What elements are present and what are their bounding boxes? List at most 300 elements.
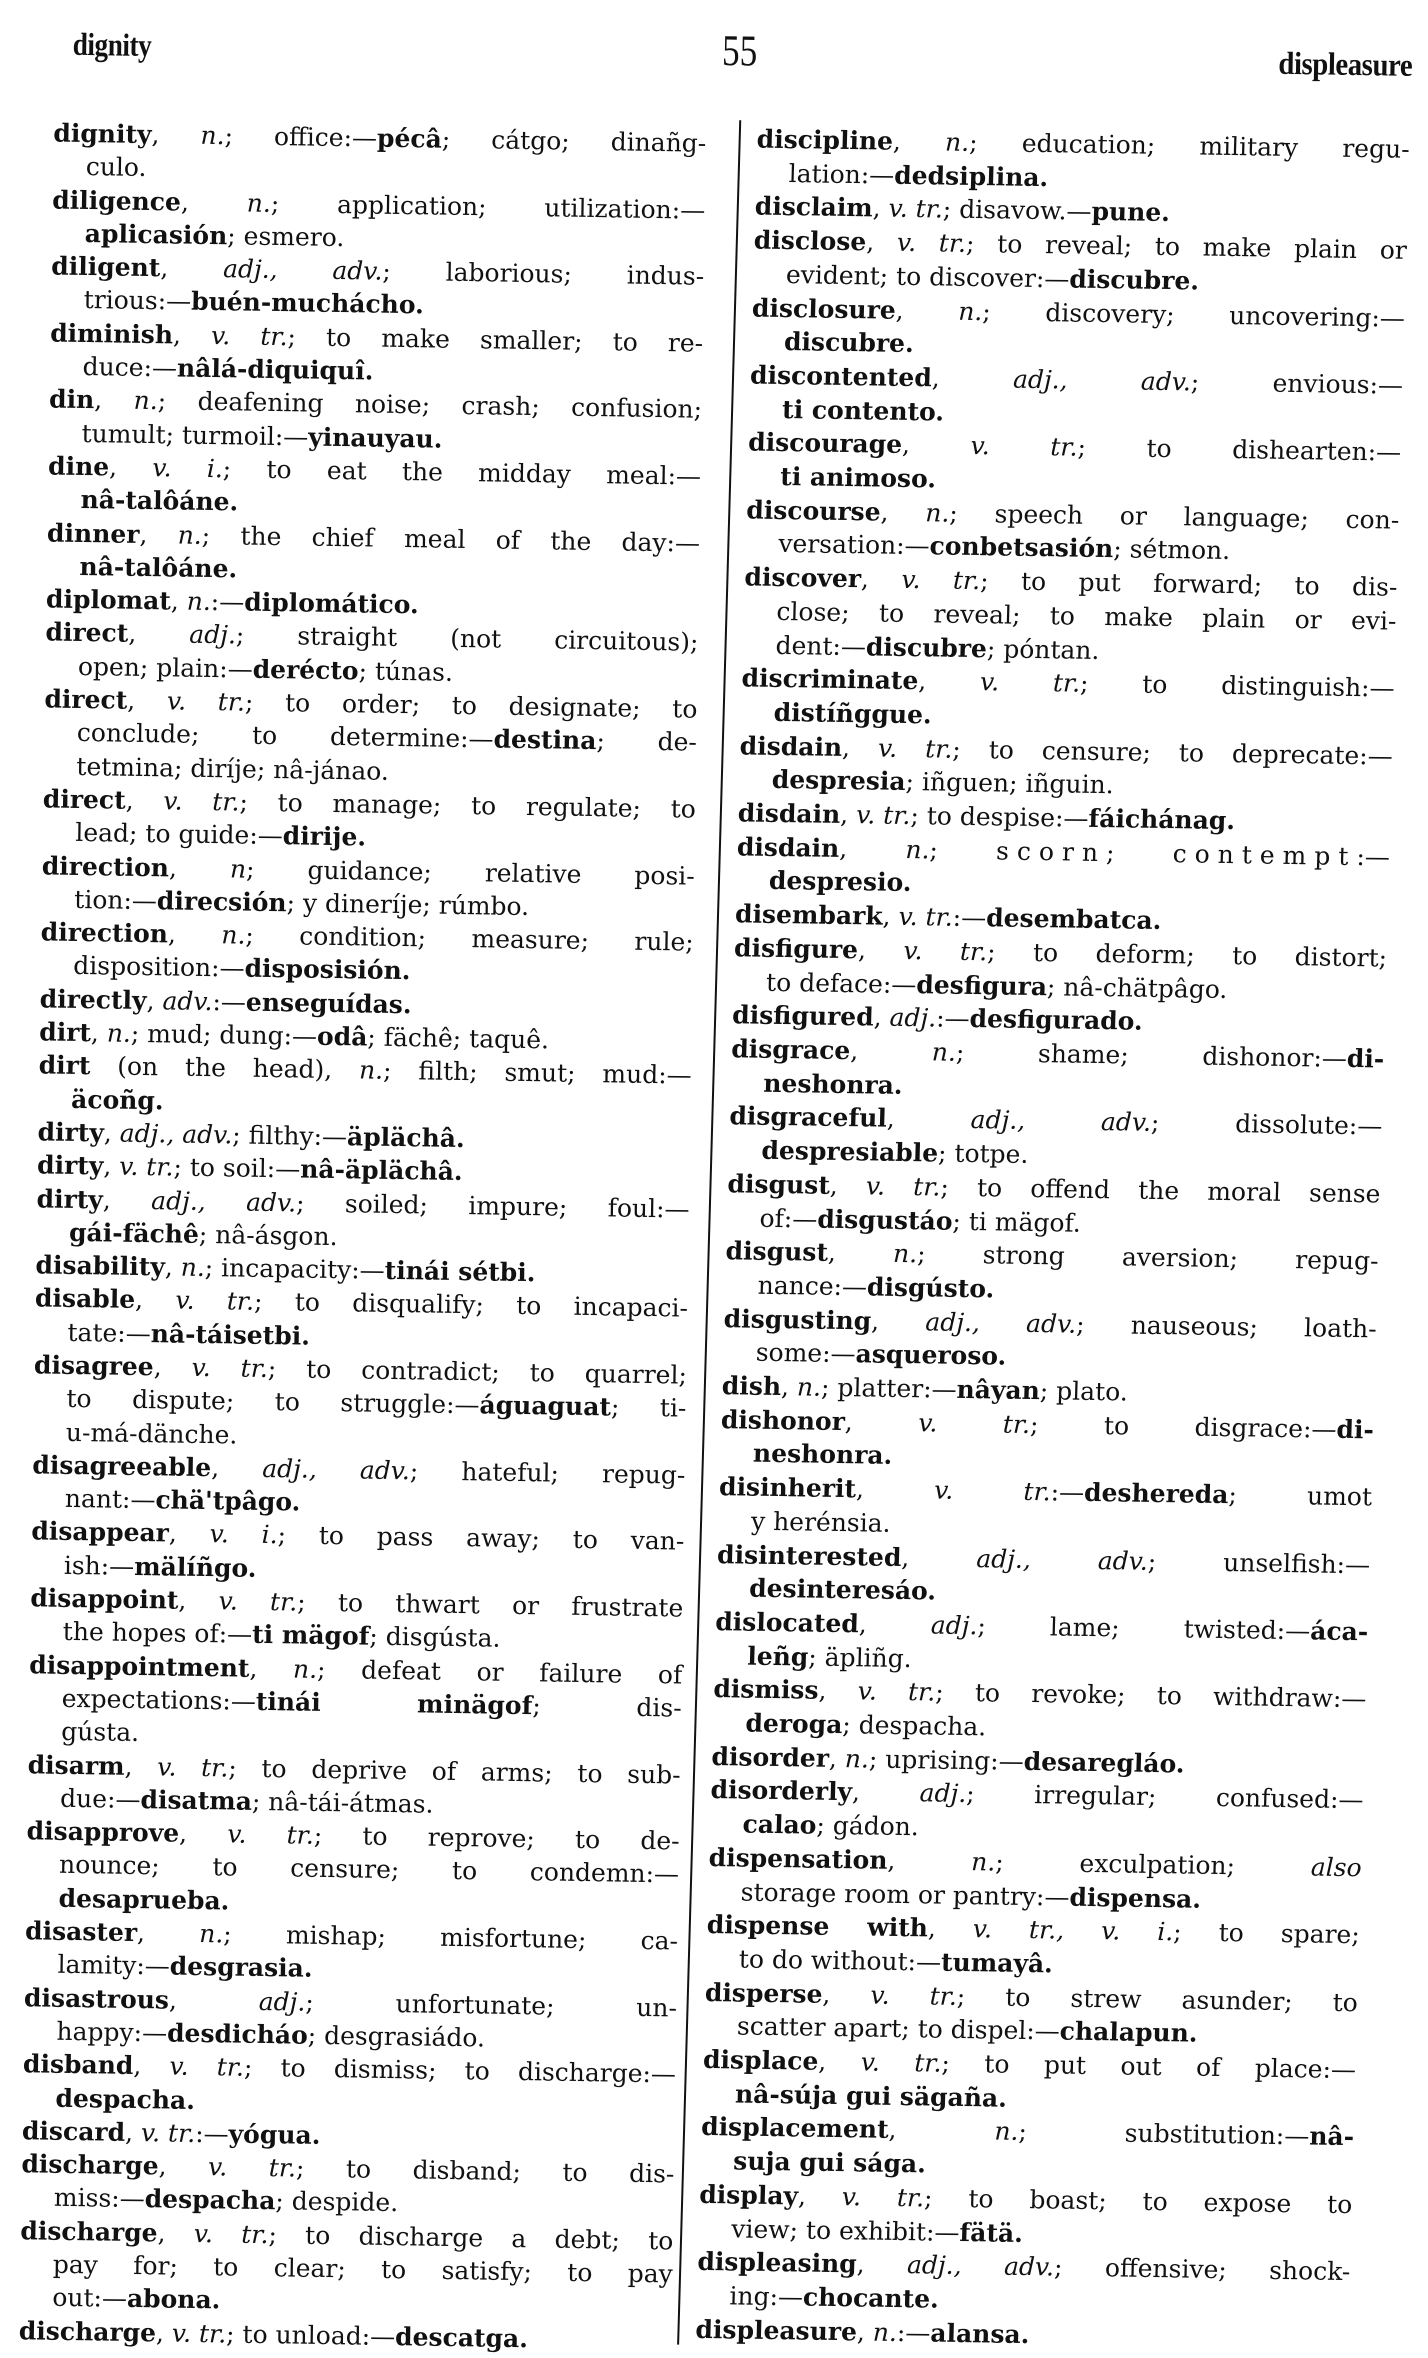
dictionary-entry: [716, 1538, 1371, 1616]
definition-text: ; to disgrace:—: [1029, 1409, 1337, 1444]
definition-text: ; filthy:—: [232, 1120, 348, 1152]
definition-text: ,: [901, 430, 972, 461]
definition-text: ; dis-: [532, 1691, 682, 1723]
part-of-speech: n.: [177, 520, 202, 550]
dictionary-entry: [705, 1908, 1360, 1986]
headword: disability: [35, 1250, 166, 1282]
headword: dine: [47, 451, 110, 482]
part-of-speech: v. tr.: [896, 227, 967, 258]
definition-text: ,: [157, 2218, 195, 2248]
definition-text: ,: [827, 1238, 894, 1269]
definition-text: ; to dismiss; to discharge:—: [243, 2052, 677, 2089]
definition-text: ,: [856, 2249, 908, 2280]
left-column: [19, 116, 707, 2357]
definition-text: ; to soil:—: [173, 1152, 301, 1184]
definition-text: ; despacha.: [841, 1710, 987, 1742]
part-of-speech: n.: [872, 2317, 898, 2347]
dictionary-entry: [22, 2047, 676, 2124]
headword: disdain: [736, 832, 840, 863]
part-of-speech: v. tr.: [979, 667, 1081, 698]
definition-text: ,: [210, 1453, 263, 1483]
part-of-speech: adj., adv.: [906, 2250, 1055, 2282]
page-number: 55: [721, 25, 758, 76]
part-of-speech: v. tr.: [169, 2051, 245, 2082]
part-of-speech: adj., adv.: [119, 1118, 233, 1150]
definition-text: ,: [873, 1002, 890, 1033]
headword: disgrace: [730, 1034, 851, 1066]
part-of-speech: adv.: [162, 986, 213, 1016]
dictionary-entry: [34, 1282, 688, 1359]
part-of-speech: v. tr.: [171, 2318, 227, 2349]
dictionary-entry: [714, 1605, 1369, 1683]
chamorro-translation: deroga: [745, 1708, 843, 1740]
part-of-speech: v. tr., v. i.: [972, 1914, 1174, 1947]
definition-text: out:—: [52, 2283, 128, 2314]
definition-text: ; ti mägof.: [952, 1206, 1082, 1238]
chamorro-translation: nâ-äplächâ.: [299, 1154, 463, 1187]
part-of-speech: n.: [358, 1055, 384, 1086]
headword: disgraceful: [729, 1101, 888, 1134]
headword: disclosure: [751, 293, 897, 325]
definition-text: ,: [780, 1372, 798, 1402]
definition-text: ; cátgo; dinañg-: [441, 124, 707, 158]
definition-text: ,: [158, 2151, 209, 2182]
dictionary-entry: [41, 849, 695, 926]
chamorro-translation: buén-muchácho.: [190, 287, 425, 320]
dictionary-entry: [25, 1814, 679, 1924]
definition-text: ,: [136, 1918, 200, 1949]
chamorro-translation: gái-fächê: [68, 1217, 200, 1249]
headword: disperse: [704, 1977, 823, 2009]
chamorro-translation: desfigura: [915, 969, 1048, 1001]
chamorro-translation: despacha.: [55, 2083, 196, 2115]
definition-text: ; unfortunate; un-: [305, 1987, 678, 2023]
chamorro-translation: yógua.: [228, 2119, 321, 2150]
chamorro-translation: odâ: [316, 1021, 368, 1052]
part-of-speech: v. tr.: [119, 1151, 174, 1182]
definition-text: ; to strew asunder; to: [956, 1981, 1359, 2017]
chamorro-translation: nâ-: [1308, 2121, 1355, 2152]
part-of-speech: adj., adv.: [970, 1105, 1152, 1138]
definition-text: ; hateful; repug-: [409, 1456, 686, 1490]
chamorro-translation: calao: [742, 1809, 817, 1840]
dictionary-entry: [730, 1032, 1385, 1110]
chamorro-translation: deshereda: [1083, 1477, 1229, 1510]
dictionary-entry: [704, 1976, 1359, 2054]
headword: disembark: [734, 899, 884, 931]
definition-text: ,: [856, 2317, 874, 2347]
headword: disfigured: [731, 1000, 875, 1032]
part-of-speech: n.: [994, 2117, 1019, 2147]
part-of-speech: n.: [924, 497, 950, 528]
definition-text: ; irregular; confused:—: [965, 1779, 1364, 1815]
chamorro-translation: ti animoso.: [779, 461, 937, 494]
dictionary-entry: [36, 1182, 690, 1259]
dictionary-entry: [47, 449, 701, 526]
dictionary-entry: [21, 2147, 675, 2224]
definition-text: ,: [180, 187, 248, 218]
definition-text: ; guidance; relative posi-: [245, 854, 695, 891]
definition-text: (on the head),: [90, 1051, 360, 1085]
part-of-speech: adj.: [258, 1986, 306, 2017]
definition-text: ,: [865, 227, 898, 257]
dictionary-entry: [49, 316, 703, 393]
right-column-block: [668, 118, 1428, 2358]
definition-text: ,: [168, 1518, 210, 1549]
headword: disastrous: [23, 1982, 170, 2015]
definition-text: lead; to guide:—: [75, 818, 284, 851]
definition-text: ,: [164, 1252, 181, 1282]
definition-text: tion:—: [74, 884, 158, 916]
definition-text: ; mishap; misfortune; ca-: [223, 1919, 679, 1956]
headword: disgusting: [723, 1303, 872, 1336]
dictionary-entry: [38, 1049, 692, 1126]
right-column: [695, 123, 1410, 2357]
part-of-speech: n.: [221, 920, 246, 950]
headword: diminish: [49, 318, 174, 350]
chamorro-translation: fätä.: [959, 2217, 1024, 2248]
headword: diligence: [52, 185, 182, 217]
definition-text: ; gádon.: [816, 1810, 920, 1842]
definition-text: ,: [882, 901, 899, 932]
chamorro-translation: dispensa.: [1069, 1882, 1202, 1914]
headword: disband: [22, 2049, 134, 2081]
chamorro-translation: áca-: [1309, 1616, 1369, 1647]
definition-text: ; nâ-chätpâgo.: [1046, 971, 1228, 1004]
definition-text: expectations:—: [61, 1683, 257, 1716]
chamorro-translation: pune.: [1091, 197, 1171, 228]
definition-text: due:—: [59, 1783, 141, 1814]
definition-text: ,: [888, 2115, 995, 2147]
headword: dirty: [36, 1150, 104, 1181]
definition-text: ,: [855, 1474, 935, 1505]
definition-text: ; y dineríje; rúmbo.: [286, 888, 530, 921]
headword: direct: [44, 684, 128, 715]
definition-text: storage room or pantry:—: [740, 1877, 1070, 1912]
definition-text: lamity:—: [57, 1950, 170, 1981]
part-of-speech: n.: [180, 1252, 206, 1283]
definition-text: ; filth; smut; mud:—: [382, 1056, 692, 1090]
part-of-speech: v. i.: [209, 1519, 278, 1550]
dictionary-entry: [736, 830, 1391, 908]
dictionary-entry: [751, 291, 1406, 369]
dictionary-entry: [707, 1841, 1362, 1919]
definition-text: ; to contradict; to quarrel;: [267, 1354, 688, 1390]
part-of-speech: n.: [970, 1846, 996, 1877]
part-of-speech: adj., adv.: [150, 1185, 297, 1217]
chamorro-translation: discubre.: [1068, 264, 1200, 296]
definition-text: ; nauseous; loath-: [1075, 1309, 1378, 1344]
part-of-speech: n.: [892, 1239, 918, 1269]
definition-text: ,: [829, 1170, 867, 1201]
definition-text: evident; to discover:—: [785, 259, 1070, 294]
definition-text: ,: [838, 833, 906, 864]
part-of-speech: adj., adv.: [1012, 364, 1192, 397]
headword: disable: [34, 1283, 136, 1315]
chamorro-translation: tinái sétbi.: [384, 1255, 536, 1288]
definition-text: ,: [133, 2051, 170, 2081]
definition-text: ,: [872, 193, 890, 224]
headword: discipline: [756, 124, 894, 156]
part-of-speech: n.: [957, 296, 983, 326]
part-of-speech: v. tr.: [860, 2047, 942, 2078]
headword: discharge: [21, 2149, 159, 2181]
part-of-speech: v. tr.: [855, 800, 911, 831]
definition-text: ; to boast; to expose to: [923, 2183, 1353, 2220]
chamorro-translation: disgustáo: [816, 1204, 953, 1236]
definition-text: ,: [892, 126, 946, 157]
headword: dismiss: [713, 1674, 819, 1706]
headword: disorder: [711, 1741, 830, 1773]
dictionary-entry: [33, 1348, 687, 1458]
definition-text: contempt: [1172, 838, 1357, 871]
part-of-speech: adj., adv.: [222, 254, 383, 286]
definition-text: ; the chief meal of the day:—: [201, 520, 701, 558]
definition-text: ; nâ-ásgon.: [198, 1219, 338, 1251]
dictionary-entry: [728, 1100, 1383, 1178]
headword: direct: [45, 617, 129, 649]
dictionary-entry: [700, 2110, 1355, 2188]
headword: dirty: [37, 1117, 105, 1148]
part-of-speech: n.: [133, 386, 158, 416]
part-of-speech: n.: [200, 120, 225, 151]
definition-text: ; condition; measure; rule;: [245, 920, 694, 957]
dictionary-entry: [747, 426, 1402, 504]
chamorro-translation: suja gui sága.: [732, 2146, 927, 2179]
definition-text: ,: [828, 1743, 846, 1773]
headword: disorderly: [710, 1775, 853, 1807]
definition-text: ; fächê; taquê.: [367, 1022, 550, 1055]
definition-text: open; plain:—: [77, 651, 253, 684]
chamorro-translation: dirije.: [282, 821, 367, 852]
definition-text: ; äpliñg.: [808, 1642, 913, 1673]
definition-text: disposition:—: [73, 951, 245, 984]
chamorro-translation: asqueroso.: [855, 1339, 1007, 1371]
headword: dirty: [36, 1183, 104, 1214]
definition-text: ; to dishearten:—: [1077, 432, 1402, 468]
part-of-speech: v. tr.: [218, 1586, 298, 1617]
part-of-speech: n.: [796, 1372, 822, 1402]
part-of-speech: adj.: [930, 1610, 978, 1641]
part-of-speech: v. tr.: [227, 1819, 315, 1850]
dictionary-entry: [718, 1470, 1373, 1548]
chamorro-translation: desgrasia.: [169, 1951, 313, 1984]
headword: directly: [39, 984, 147, 1015]
definition-text: ,: [818, 2046, 862, 2077]
definition-text: ; póntan.: [986, 633, 1100, 665]
part-of-speech: v. i.: [152, 453, 224, 484]
headword: diplomat: [45, 584, 172, 616]
part-of-speech: v. tr.: [210, 320, 288, 351]
definition-text: ; laborious; indus-: [382, 256, 705, 291]
definition-text: ,: [844, 1406, 919, 1437]
part-of-speech: adj.: [189, 620, 237, 650]
dictionary-entry: [745, 493, 1400, 571]
definition-text: ,: [849, 1036, 933, 1067]
definition-text: ,: [860, 564, 902, 595]
chamorro-translation: nâlá-diquiquî.: [176, 353, 374, 386]
chamorro-translation: aplicasión: [84, 218, 228, 251]
definition-text: ; office:—: [224, 121, 378, 153]
definition-text: ; to distinguish:—: [1079, 668, 1395, 703]
definition-text: ,: [901, 1542, 977, 1573]
definition-text: ,: [124, 2117, 142, 2147]
part-of-speech: v. tr.: [857, 1676, 936, 1707]
part-of-speech: v. tr.: [901, 565, 981, 596]
headword: dirt: [38, 1017, 92, 1048]
definition-text: pay for; to clear; to satisfy; to pay: [52, 2249, 674, 2289]
chamorro-translation: di-: [1336, 1414, 1375, 1445]
definition-text: :—: [195, 2118, 229, 2149]
chamorro-translation: despresia: [771, 765, 907, 797]
dictionary-entry: [755, 123, 1410, 201]
definition-text: ,: [168, 1985, 260, 2016]
chamorro-translation: desdicháo: [166, 2018, 309, 2050]
part-of-speech: v. tr.: [933, 1475, 1052, 1507]
definition-text: ; de-: [596, 726, 698, 758]
chamorro-translation: destina: [493, 724, 597, 756]
chamorro-translation: nâ-súja gui sägaña.: [734, 2079, 1008, 2113]
part-of-speech: v. tr.: [175, 1285, 255, 1317]
part-of-speech: v. tr.: [877, 733, 953, 764]
dictionary-entry: [726, 1167, 1381, 1245]
definition-text: close; to reveal; to make plain or evi-: [776, 596, 1397, 636]
definition-text: view; to exhibit:—: [730, 2214, 960, 2247]
definition-text: ,: [94, 385, 134, 416]
definition-text: ; esmero.: [227, 221, 345, 252]
chamorro-translation: enseguídas.: [245, 987, 412, 1019]
definition-text: ish:—: [63, 1550, 135, 1581]
headword: displacement: [700, 2112, 890, 2145]
headword: disinherit: [718, 1472, 857, 1504]
definition-text: ; substitution:—: [1018, 2117, 1310, 2151]
definition-text: :—: [210, 587, 245, 617]
part-of-speech: adj., adv.: [925, 1306, 1077, 1339]
headword: discourage: [747, 427, 903, 460]
definition-text: ;: [929, 835, 997, 866]
chamorro-translation: despresio.: [768, 866, 912, 898]
part-of-speech: n.: [944, 127, 970, 157]
definition-text: ; straight (not circuitous);: [235, 620, 699, 658]
definition-text: ; soiled; impure; foul:—: [295, 1187, 690, 1224]
definition-text: ,: [178, 1585, 219, 1616]
definition-text: ; to eat the midday meal:—: [222, 454, 702, 491]
definition-text: ; unselfish:—: [1147, 1546, 1371, 1579]
headword: disdain: [737, 798, 841, 829]
part-of-speech: n.: [292, 1654, 318, 1684]
definition-text: ,: [857, 935, 904, 965]
chamorro-translation: alansa.: [929, 2318, 1030, 2349]
definition-text: ; application; utilization:—: [270, 188, 706, 225]
chamorro-translation: disatma: [140, 1784, 253, 1816]
definition-text: culo.: [85, 152, 147, 183]
chamorro-translation: fáichánag.: [1088, 803, 1236, 836]
definition-text: ,: [90, 1018, 108, 1048]
dictionary-entry: [19, 2214, 673, 2324]
headword: discharge: [18, 2315, 157, 2347]
part-of-speech: adj., adv.: [975, 1543, 1149, 1576]
definition-text: ,: [155, 2317, 173, 2348]
definition-text: tumult; turmoil:—: [81, 418, 309, 452]
definition-text: ,: [167, 919, 222, 950]
part-of-speech: n.: [931, 1037, 957, 1067]
part-of-speech: adj., adv.: [262, 1453, 411, 1486]
definition-text: miss:—: [53, 2183, 145, 2214]
part-of-speech: v. tr.: [841, 2182, 925, 2213]
dictionary-entry: [740, 662, 1395, 740]
dictionary-entry: [712, 1672, 1367, 1750]
chamorro-translation: desembatca.: [985, 903, 1162, 936]
definition-text: ; to make smaller; to re-: [287, 321, 704, 358]
definition-text: conclude; to determine:—: [76, 718, 494, 754]
dictionary-entry: [32, 1448, 686, 1525]
part-of-speech: v. tr.: [166, 686, 246, 717]
definition-text: duce:—: [82, 352, 178, 383]
definition-text: to dispute; to struggle:—: [66, 1384, 480, 1420]
definition-text: ; totpe.: [937, 1138, 1029, 1170]
definition-text: ; to thwart or frustrate: [297, 1587, 684, 1623]
headword: dishonor: [720, 1404, 846, 1436]
dictionary-entry: [738, 729, 1393, 807]
chamorro-translation: despacha: [144, 2184, 276, 2216]
chamorro-translation: desinteresáo.: [748, 1573, 937, 1606]
headword: discontented: [749, 360, 933, 393]
headword: display: [698, 2179, 799, 2211]
dictionary-entry: [45, 616, 699, 693]
chamorro-translation: discubre: [865, 631, 988, 663]
definition-text: happy:—: [56, 2016, 168, 2048]
headword: dislocated: [714, 1607, 860, 1639]
definition-text: ,: [818, 1676, 859, 1706]
definition-text: lation:—: [788, 158, 895, 190]
chamorro-translation: äcoñg.: [70, 1084, 164, 1115]
definition-text: ,: [170, 586, 187, 616]
definition-text: ; lame; twisted:—: [977, 1611, 1311, 1646]
chamorro-translation: nâ-talôáne.: [80, 485, 239, 517]
definition-text: ; to order; to designate; to: [244, 687, 698, 724]
dictionary-entry: [23, 1981, 677, 2058]
chamorro-translation: descatga.: [394, 2321, 529, 2353]
definition-text: ; deafening noise; crash; confusion;: [157, 386, 703, 425]
dictionary-entry: [702, 2043, 1357, 2121]
definition-text: ; ti-: [610, 1392, 687, 1423]
headword: diligent: [51, 251, 161, 283]
definition-text: ; to put forward; to dis-: [979, 566, 1398, 602]
dictionary-entry: [720, 1403, 1375, 1481]
dictionary-entry: [30, 1581, 684, 1658]
definition-text: ,: [168, 852, 231, 883]
definition-text: tetmina; diríje; nâ-jánao.: [76, 751, 390, 786]
headword: dirt: [38, 1050, 91, 1081]
part-of-speech: v. tr.: [870, 1980, 958, 2011]
chamorro-translation: diplomático.: [244, 587, 419, 620]
part-of-speech: n.: [186, 586, 212, 617]
definition-text: ,: [103, 1118, 121, 1148]
definition-text: nance:—: [757, 1270, 868, 1302]
headword: disfigure: [733, 933, 859, 965]
definition-text: ; dissolute:—: [1150, 1108, 1383, 1141]
chamorro-translation: neshonra.: [762, 1068, 904, 1100]
definition-text: ,: [160, 253, 224, 284]
headword: displace: [702, 2045, 819, 2076]
chamorro-translation: direcsión: [156, 886, 287, 918]
headword: discard: [21, 2116, 126, 2147]
part-of-speech: n.: [199, 1919, 224, 1949]
definition-text: ing:—: [729, 2281, 804, 2312]
headword: disclose: [753, 225, 867, 257]
headword: disagreeable: [32, 1450, 212, 1483]
chamorro-translation: nâ-talôáne.: [79, 551, 238, 584]
